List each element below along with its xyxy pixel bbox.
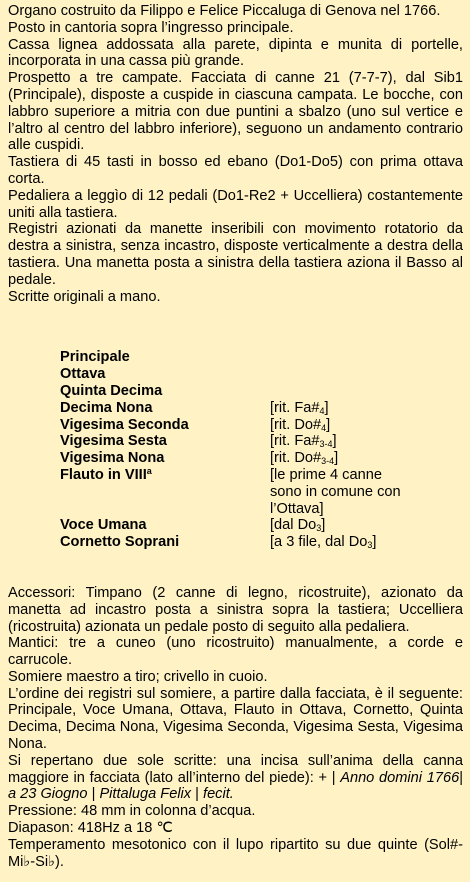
paragraph-keyboard: Tastiera di 45 tasti in bosso ed ebano (Do1-Do5) con prima ottava corta. — [8, 154, 463, 187]
register-list — [60, 349, 463, 551]
register-row — [60, 433, 463, 450]
paragraph-stops-action: Registri azionati da manette inseribili con movimento rotatorio da destra a sinistra, senza incastro, disposte verticalmente a destra della tastiera. Una manetta posta a sinistra della tastiera aziona il Basso al pedale. — [8, 221, 463, 288]
register-row — [60, 400, 463, 417]
register-row — [60, 349, 463, 366]
register-name: Quinta Decima — [60, 382, 163, 399]
register-row — [60, 366, 463, 383]
paragraph-pitch: Diapason: 418Hz a 18 ℃ — [8, 820, 173, 837]
register-note: [rit. $Do\#_4$] — [270, 416, 331, 433]
register-name: Vigesima Nona — [60, 450, 165, 467]
register-name: Vigesima Sesta — [60, 433, 167, 450]
register-note: [rit. $Fa\#_4$] — [270, 399, 329, 416]
register-note — [270, 383, 420, 400]
register-name: Ottava — [60, 366, 106, 383]
register-note: [le prime 4 canne sono in comune con l’Ottava] — [270, 466, 401, 517]
paragraph-windchest: Somiere maestro a tiro; crivello in cuoio. — [8, 668, 268, 685]
paragraph-case: Cassa lignea addossata alla parete, dipinta e munita di portelle, incorporata in una cassa più grande. — [8, 36, 463, 70]
paragraph-facade: Prospetto a tre campate. Facciata di canne 21 (7-7-7), dal Sib1 (Principale), disposte a cuspide in ciascuna campata. Le bocche, con labbro superiore a mitria con due puntini a sbalzo (uno sul vertice e l’altro al centro del labbro inferiore), seguono un andamento contrario alle cuspidi. — [8, 70, 463, 154]
paragraph-temperament: Temperamento mesotonico con il lupo ripartito su due quinte (Sol#-Mi♭-Si♭). — [8, 836, 463, 870]
register-note — [270, 349, 420, 366]
register-note: [a 3 file, dal $Do_3$] — [270, 534, 377, 551]
register-row — [60, 467, 463, 517]
paragraph-pressure: Pressione: 48 mm in colonna d’acqua. — [8, 803, 256, 820]
register-note: [dal $Do_3$] — [270, 517, 326, 534]
register-note: [rit. $Do\#_{3-4}$] — [270, 450, 339, 467]
paragraph-pedalboard: Pedaliera a leggìo di 12 pedali (Do1-Re2 + Uccelliera) costantemente uniti alla tastiera. — [8, 187, 463, 221]
register-name: Principale — [60, 349, 130, 366]
register-row — [60, 383, 463, 400]
register-note — [270, 366, 420, 383]
organ-details — [8, 585, 463, 871]
register-row — [60, 450, 463, 467]
register-name: Decima Nona — [60, 399, 153, 416]
register-name: Voce Umana — [60, 517, 147, 534]
register-note: [rit. $Fa\#_{3-4}$] — [270, 433, 337, 450]
paragraph-engraved-inscription: Si repertano due sole scritte: una incisa sull’anima della canna maggiore in facciata (lato all’interno del piede): + | Anno domini 1766| a 23 Giogno | Pittaluga Felix | fecit. — [8, 752, 463, 803]
register-name: Flauto in VIII$^a$ — [60, 465, 152, 483]
paragraph-location: Posto in cantoria sopra l’ingresso principale. — [8, 19, 294, 36]
register-row — [60, 417, 463, 434]
organ-description — [8, 3, 463, 305]
register-name: Cornetto Soprani — [60, 534, 180, 551]
paragraph-bellows: Mantici: tre a cuneo (uno ricostruito) manualmente, a corde e carrucole. — [8, 635, 463, 669]
register-row — [60, 517, 463, 534]
paragraph-accessories: Accessori: Timpano (2 canne di legno, ricostruite), azionato da manetta ad incastro posta a sinistra sopra la tastiera; Uccelliera (ricostruita) azionata un pedale posto di seguito alla pedaliera. — [8, 584, 463, 635]
paragraph-builder: Organo costruito da Filippo e Felice Piccaluga di Genova nel 1766. — [8, 3, 441, 19]
register-name: Vigesima Seconda — [60, 416, 189, 433]
paragraph-inscriptions: Scritte originali a mano. — [8, 288, 161, 305]
register-row — [60, 534, 463, 551]
paragraph-stop-order: L’ordine dei registri sul somiere, a partire dalla facciata, è il seguente: Principale, Voce Umana, Ottava, Flauto in Ottava, Cornetto, Quinta Decima, Decima Nona, Vigesima Seconda, Vigesima Sesta, Vigesima Nona. — [8, 685, 463, 753]
